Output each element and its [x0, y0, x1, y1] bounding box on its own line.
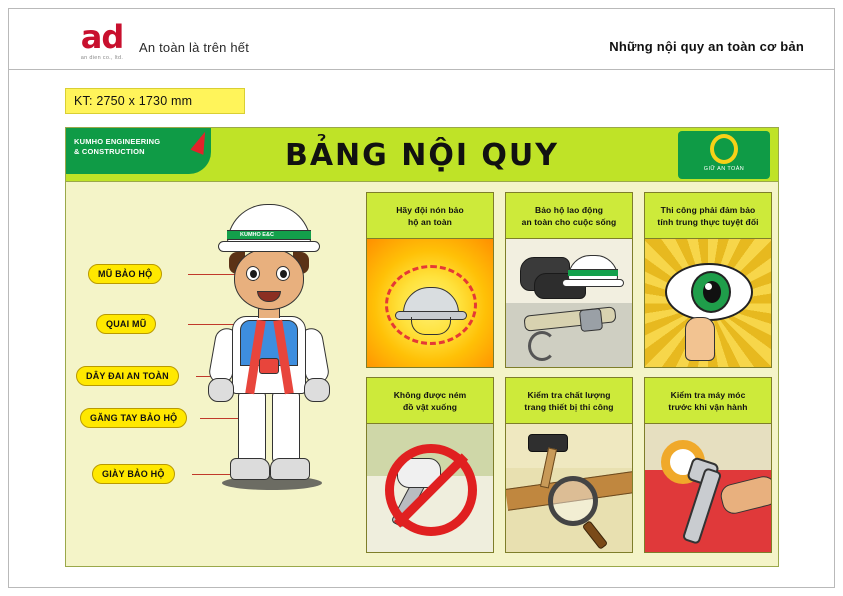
rule-card-line1: Không được ném — [393, 389, 467, 400]
poster-header-band — [66, 128, 778, 182]
rule-card-text — [394, 389, 467, 413]
rule-card-line2: đồ vật xuống — [402, 401, 458, 412]
rule-card — [366, 192, 494, 368]
safety-worker-character — [196, 196, 346, 546]
safety-boot-right-icon — [270, 458, 310, 480]
card-background-top — [506, 424, 632, 468]
rule-card-illustration — [506, 424, 632, 553]
hard-hat-stripe — [568, 269, 618, 276]
header-document-title: Những nội quy an toàn cơ bản — [609, 39, 804, 54]
character-pupil-left — [250, 270, 257, 278]
safety-boot-left-icon — [230, 458, 270, 480]
rule-card — [644, 192, 772, 368]
rule-card-header — [367, 193, 493, 239]
rule-card — [505, 377, 633, 553]
rule-card-line1: Bảo hộ lao động — [534, 204, 604, 215]
size-spec-bar — [65, 88, 245, 114]
callout-boots: GIÀY BẢO HỘ — [92, 464, 175, 484]
kumho-line-2: & CONSTRUCTION — [74, 147, 145, 156]
safety-glove-left-icon — [208, 378, 234, 402]
hard-hat-brim — [562, 279, 624, 287]
rule-card-line2: tính trung thực tuyệt đối — [657, 216, 759, 227]
rule-card-line2: trang thiết bị thi công — [524, 401, 614, 412]
rule-card-line1: Hãy đội nón bảo — [396, 204, 464, 215]
magnifier-icon — [548, 476, 598, 526]
rule-card-text — [657, 204, 758, 228]
rule-card — [366, 377, 494, 553]
company-logo — [73, 18, 131, 69]
callout-safety-belt: DÂY ĐAI AN TOÀN — [76, 366, 179, 386]
rule-card-header — [645, 378, 771, 424]
rule-card-header — [645, 193, 771, 239]
rule-card — [505, 192, 633, 368]
rule-card-line2: trước khi vận hành — [668, 401, 748, 412]
hard-hat-strap — [411, 317, 451, 335]
character-right-leg — [272, 390, 300, 464]
character-illustration-area — [76, 186, 361, 564]
callout-gloves: GĂNG TAY BẢO HỘ — [80, 408, 187, 428]
thumbs-up-icon — [685, 317, 715, 361]
kumho-line-1: KUMHO ENGINEERING — [74, 137, 161, 146]
rule-card-line2: an toàn cho cuộc sống — [521, 216, 617, 227]
rule-card-illustration — [367, 239, 493, 368]
rule-card-illustration — [645, 424, 771, 553]
safety-glove-right-icon — [304, 378, 330, 402]
rule-card-text — [668, 389, 747, 413]
safety-seal — [678, 131, 770, 179]
helmet-brim — [218, 241, 320, 252]
rule-card-illustration — [645, 239, 771, 368]
harness-buckle-icon — [259, 358, 279, 374]
rule-card-text — [524, 389, 613, 413]
rule-card-header — [506, 193, 632, 239]
rule-card-header — [506, 378, 632, 424]
safety-seal-label: GIỮ AN TOÀN — [703, 166, 745, 172]
belt-buckle-icon — [579, 308, 603, 332]
callout-helmet: MŨ BẢO HỘ — [88, 264, 162, 284]
helmet-brand-label: KUMHO E&C — [240, 232, 274, 238]
character-pupil-right — [280, 270, 287, 278]
safety-ring-icon — [710, 134, 738, 164]
eye-glint — [705, 283, 712, 290]
rule-card-grid — [366, 192, 772, 560]
rule-card-line1: Kiểm tra máy móc — [670, 389, 746, 400]
rule-card-text — [522, 204, 617, 228]
header-tagline: An toàn là trên hết — [139, 40, 250, 55]
rule-card — [644, 377, 772, 553]
rule-card-line2: hộ an toàn — [408, 216, 452, 227]
character-left-leg — [238, 390, 266, 464]
logo-subtitle: an dien co., ltd. — [80, 55, 124, 61]
rule-card-line1: Kiểm tra chất lượng — [527, 389, 611, 400]
size-spec-label: KT: 2750 x 1730 mm — [74, 94, 193, 108]
poster-artboard — [65, 127, 779, 567]
page-header — [9, 9, 834, 69]
callout-chin-strap: QUAI MŨ — [96, 314, 156, 334]
poster-title: BẢNG NỘI QUY — [284, 137, 560, 173]
rule-card-text — [396, 204, 464, 228]
header-divider — [9, 69, 834, 70]
rule-card-illustration — [367, 424, 493, 553]
rule-card-line1: Thi công phải đảm bảo — [660, 204, 756, 215]
belt-hook-icon — [528, 331, 556, 361]
logo-mark: ad — [80, 18, 124, 56]
rule-card-illustration — [506, 239, 632, 368]
rule-card-header — [367, 378, 493, 424]
